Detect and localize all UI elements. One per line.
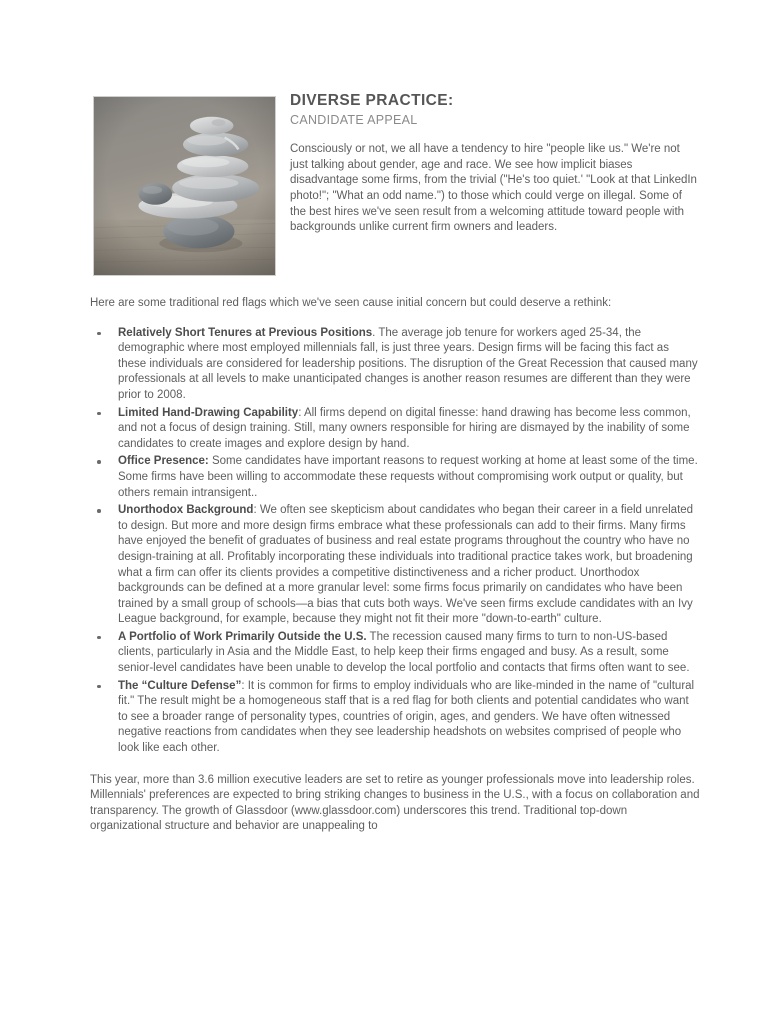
bullet-dot-icon	[97, 509, 101, 513]
list-item-term: Office Presence:	[118, 455, 209, 468]
page-subtitle: CANDIDATE APPEAL	[290, 112, 418, 127]
list-item-term: The “Culture Defense”	[118, 679, 242, 692]
intro-paragraph: Consciously or not, we all have a tendency to hire "people like us." We're not just talking about gender, age and race. We see how implicit biases disadvantage some firms, from the trivial ("He's too quiet.' "Look at that LinkedIn photo!"; "What an odd name.") to those which could verge on illegal. Some of the best hires we've seen result from a welcoming attitude toward people with backgrounds unlike current firm owners and leaders.	[290, 143, 697, 234]
list-item-body: Some candidates have important reasons to request working at home at least some of the time. Some firms have been willing to accommodate these requests without compromising work output or quality, but others remain intransigent..	[118, 455, 698, 499]
list-item-term: A Portfolio of Work Primarily Outside the U.S.	[118, 630, 367, 643]
list-item	[90, 630, 700, 677]
list-item	[90, 679, 700, 757]
header-block	[90, 92, 700, 282]
bullet-dot-icon	[97, 636, 101, 640]
bullet-dot-icon	[97, 412, 101, 416]
red-flags-list	[90, 326, 700, 757]
document-content	[90, 88, 700, 835]
list-item	[90, 406, 700, 453]
list-item	[90, 503, 700, 628]
list-item	[90, 454, 700, 501]
stacked-stones-illustration	[94, 97, 275, 275]
title-wrap	[290, 92, 700, 127]
list-item-term: Limited Hand-Drawing Capability	[118, 406, 299, 419]
list-item-term: Unorthodox Background	[118, 504, 254, 517]
bullet-dot-icon	[97, 332, 101, 336]
list-item-term: Relatively Short Tenures at Previous Positions	[118, 326, 373, 339]
bullet-dot-icon	[97, 460, 101, 464]
page-title: DIVERSE PRACTICE:	[290, 92, 454, 109]
closing-paragraph: This year, more than 3.6 million executive leaders are set to retire as younger professionals move into leadership roles. Millennials' preferences are expected to bring striking changes to business in the U.S., with a focus on collaboration and transparency. The growth of Glassdoor (www.glassdoor.com) underscores this trend. Traditional top-down organizational structure and behavior are unappealing to	[90, 773, 700, 833]
list-item	[90, 326, 700, 404]
list-item-body: : It is common for firms to employ individuals who are like-minded in the name of "cultural fit." The result might be a homogeneous staff that is a red flag for both clients and potential candidates who want to see a broader range of personality types, countries of origin, ages, and genders. We have often witnessed negative reactions from candidates when they see leadership headshots on websites comprised of people who look like each other.	[118, 679, 695, 755]
list-item-body: . The average job tenure for workers aged 25-34, the demographic where most employed millennials fall, is just three years. Design firms will be facing this fact as these individuals are considered for leadership positions. The disruption of the Great Recession that caused many professionals at all levels to make unanticipated changes is another reason resumes are different than they were prior to 2008.	[118, 326, 698, 401]
list-item-body: : We often see skepticism about candidates who began their career in a field unrelated to design. But more and more design firms embrace what these professionals can add to their firms. Many firms have enjoyed the benefit of graduates of business and real estate programs throughout the country who have no design-training at all. Profitably incorporating these individuals into traditional practice takes work, but broadening what a firm can offer its clients provides a competitive distinctiveness and a richer product. Unorthodox backgrounds can be defined at a more granular level: some firms focus primarily on candidates who have been trained by a small group of schools—a bias that cuts both ways. We've seen firms exclude candidates with an Ivy League background, for example, because they might not fit their more "down-to-earth" culture.	[118, 504, 694, 626]
bullet-dot-icon	[97, 685, 101, 689]
list-item-body: The recession caused many firms to turn to non-US-based clients, particularly in Asia and the Middle East, to help keep their firms engaged and busy. As a result, some senior-level candidates have been unable to develop the local portfolio and contacts that firms often want to see.	[118, 630, 690, 675]
list-item-body: : All firms depend on digital finesse: hand drawing has become less common, and not a focus of design training. Still, many owners responsible for hiring are dismayed by the inability of some candidates to create images and explore design by hand.	[118, 406, 691, 450]
stacked-stones-image	[93, 96, 276, 276]
lead-in-paragraph: Here are some traditional red flags which we've seen cause initial concern but could deserve a rethink:	[90, 297, 612, 309]
